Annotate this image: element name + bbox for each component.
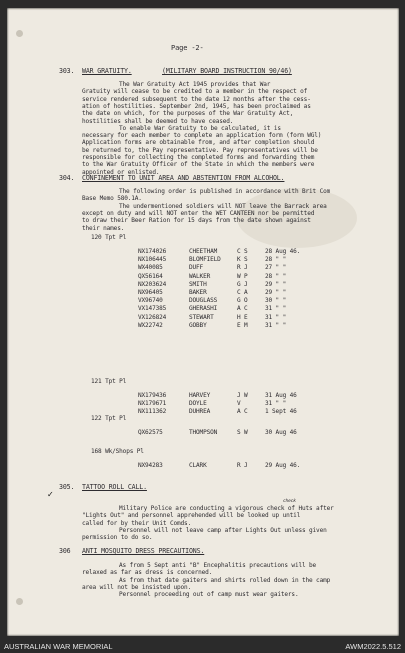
soldier-surname: CLARK — [189, 462, 207, 469]
confinement-date: 29 " " — [265, 289, 287, 296]
body-line: responsible for collecting the completed forms and forwarding them — [82, 154, 315, 161]
soldier-number: VX96740 — [138, 297, 163, 305]
body-line: be returned to, the Pay representative. Pay representatives will be — [82, 146, 318, 154]
body-line: hostilities shall be deemed to have ceased. — [82, 117, 234, 125]
footer-institution: AUSTRALIAN WAR MEMORIAL — [4, 642, 113, 651]
section-304-title: CONFINEMENT TO UNIT AREA AND ABSTENTION FROM ALCOHOL. — [82, 174, 285, 182]
platoon-label: 121 Tpt Pl — [91, 378, 127, 385]
confinement-date: 31 Aug 46 — [265, 392, 297, 399]
platoon-label: 122 Tpt Pl — [91, 415, 127, 422]
punch-hole — [16, 30, 23, 37]
soldier-number: QX56164 — [138, 272, 163, 280]
section-303-reference: (MILITARY BOARD INSTRUCTION 90/46) — [162, 67, 292, 75]
body-line: service rendered subsequent to the date 12 months after the cess- — [82, 95, 311, 103]
soldier-surname: DOUGLASS — [189, 297, 218, 305]
soldier-initials: G O — [237, 297, 248, 305]
soldier-number: VX147385 — [138, 305, 167, 313]
soldier-surname: SMITH — [189, 280, 207, 288]
confinement-date: 27 " " — [265, 264, 287, 272]
body-line: the date on which, for the purposes of the War Gratuity Act, — [82, 110, 294, 118]
body-line: except on duty and will NOT enter the WET CANTEEN nor be permitted — [82, 209, 315, 217]
page-number: Page -2- — [171, 44, 204, 52]
body-line: Base Memo 580.1A. — [82, 195, 142, 203]
body-line: Personnel proceeding out of camp must wear gaiters. — [119, 591, 299, 599]
soldier-number: NX111362 — [138, 408, 167, 416]
soldier-surname: CHEETHAM — [189, 248, 218, 255]
confinement-date: 30 " " — [265, 297, 287, 305]
body-line: to draw their Beer Ration for 15 days from the date shown against — [82, 217, 311, 225]
section-304-number: 304. — [59, 174, 75, 182]
soldier-initials: G J — [237, 280, 248, 288]
soldier-surname: GHERASHI — [189, 305, 218, 313]
body-line: As from that date gaiters and shirts rolled down in the camp — [119, 576, 331, 584]
soldier-surname: GOBBY — [189, 321, 207, 329]
soldier-initials: S W — [237, 429, 248, 436]
soldier-initials: C A — [237, 289, 248, 296]
soldier-initials: H E — [237, 313, 248, 321]
soldier-surname: DUHREA — [189, 408, 211, 416]
soldier-initials: A C — [237, 408, 248, 416]
body-line: to the War Gratuity Officer of the State in which the members were — [82, 161, 315, 169]
platoon-label: 168 Wk/Shops Pl — [91, 448, 144, 455]
body-line: permission to do so. — [82, 534, 153, 542]
handwritten-insert: check — [283, 499, 296, 504]
body-line: Gratuity will cease to be credited to a member in the respect of — [82, 88, 308, 96]
confinement-date: 31 " " — [265, 313, 287, 321]
punch-hole — [16, 598, 23, 605]
soldier-initials: A C — [237, 305, 248, 313]
body-line: called for by their Unit Comds. — [82, 519, 192, 527]
soldier-number: WX22742 — [138, 321, 163, 329]
body-line: relaxed as far as dress is concerned. — [82, 569, 213, 577]
confinement-date: 29 Aug 46. — [265, 462, 301, 469]
soldier-initials: R J — [237, 264, 248, 272]
soldier-surname: THOMPSON — [189, 429, 218, 436]
soldier-initials: V — [237, 400, 241, 408]
body-line: Application forms are obtainable from, and after completion should — [82, 139, 315, 147]
soldier-number: VX126824 — [138, 313, 167, 321]
confinement-date: 1 Sept 46 — [265, 408, 297, 416]
confinement-date: 28 " " — [265, 272, 287, 280]
soldier-number: WX40085 — [138, 264, 163, 272]
soldier-surname: WALKER — [189, 272, 211, 280]
soldier-number: NX106445 — [138, 256, 167, 264]
body-line: their names. — [82, 224, 125, 232]
archive-footer — [0, 642, 405, 653]
soldier-surname: DOYLE — [189, 400, 207, 408]
body-line: The following order is published in accordance with Brit Com — [119, 188, 331, 195]
soldier-surname: STEWART — [189, 313, 214, 321]
confinement-date: 30 Aug 46 — [265, 429, 297, 436]
tick-mark: ✓ — [47, 490, 54, 499]
body-line: ation of hostilities. September 2nd, 1945, has been proclaimed as — [82, 102, 311, 110]
section-306-title: ANTI MOSQUITO DRESS PRECAUTIONS. — [82, 547, 205, 555]
document-page — [7, 8, 399, 636]
section-305-number: 305. — [59, 483, 75, 491]
soldier-number: NX203624 — [138, 280, 167, 288]
soldier-number: NX96405 — [138, 289, 163, 296]
body-line: appointed or enlisted. — [82, 168, 160, 176]
body-line: The War Gratuity Act 1945 provides that War — [119, 81, 271, 88]
body-line: Military Police are conducting a vigorous check of Huts after — [119, 505, 334, 512]
section-303-title: WAR GRATUITY. — [82, 67, 132, 75]
soldier-initials: C S — [237, 248, 248, 255]
confinement-date: 28 " " — [265, 256, 287, 264]
confinement-date: 28 Aug 46. — [265, 248, 301, 255]
section-306-number: 306 — [59, 547, 71, 555]
body-line: The undermentioned soldiers will NOT leave the Barrack area — [119, 202, 327, 210]
body-line: To enable War Gratuity to be calculated, it is — [119, 124, 281, 132]
soldier-number: QX62575 — [138, 429, 163, 436]
body-line: necessary for each member to complete an application form (form WGl) — [82, 132, 322, 140]
soldier-surname: BLOMFIELD — [189, 256, 221, 264]
confinement-date: 31 " " — [265, 321, 287, 329]
soldier-surname: DUFF — [189, 264, 204, 272]
soldier-number: NX179436 — [138, 392, 167, 399]
soldier-initials: J W — [237, 392, 248, 399]
soldier-initials: W P — [237, 272, 248, 280]
soldier-surname: BAKER — [189, 289, 207, 296]
confinement-date: 31 " " — [265, 400, 287, 408]
body-line: As from 5 Sept anti "B" Encephalitis precautions will be — [119, 562, 317, 569]
body-line: Personnel will not leave camp after Lights Out unless given — [119, 526, 327, 534]
confinement-date: 31 " " — [265, 305, 287, 313]
section-305-title: TATTOO ROLL CALL. — [82, 483, 147, 491]
soldier-initials: K S — [237, 256, 248, 264]
soldier-surname: HARVEY — [189, 392, 211, 399]
platoon-label: 120 Tpt Pl — [91, 234, 127, 241]
confinement-date: 29 " " — [265, 280, 287, 288]
body-line: area will not be insisted upon. — [82, 583, 192, 591]
section-303-number: 303. — [59, 67, 75, 75]
footer-accession-id: AWM2022.5.512 — [345, 642, 401, 651]
soldier-number: NX94283 — [138, 462, 163, 469]
soldier-number: NX179671 — [138, 400, 167, 408]
body-line: "Lights Out" and personnel apprehended will be looked up until — [82, 512, 301, 520]
soldier-number: NX174026 — [138, 248, 167, 255]
soldier-initials: E M — [237, 321, 248, 329]
soldier-initials: R J — [237, 462, 248, 469]
